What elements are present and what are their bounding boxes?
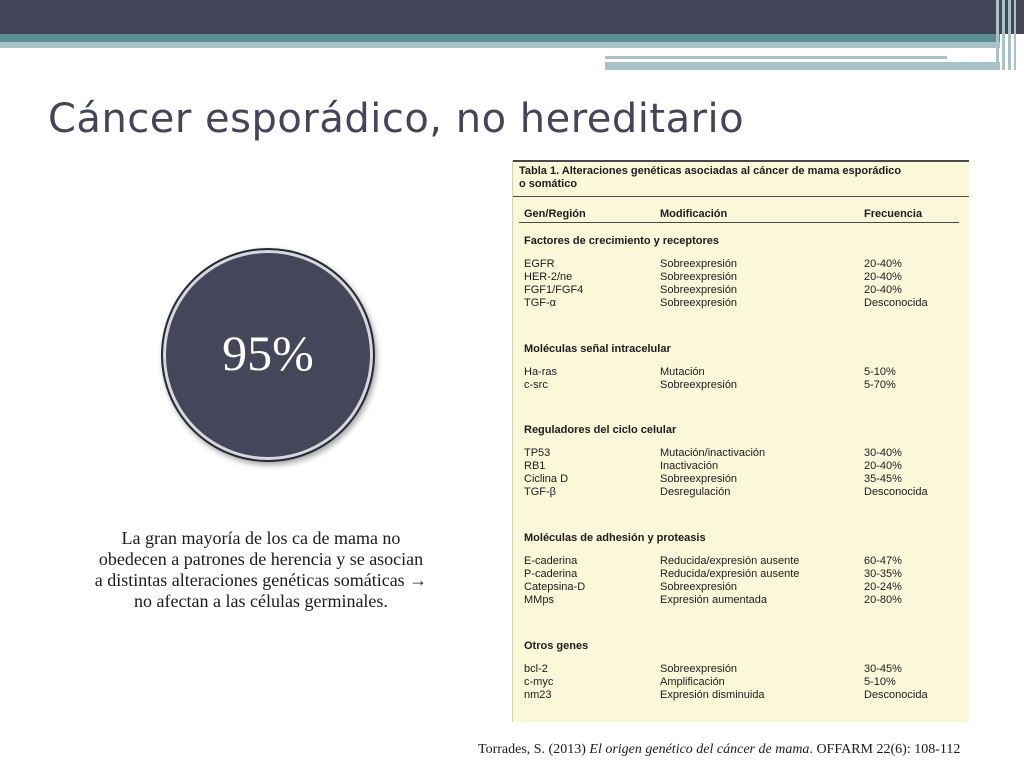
header-stripe-light xyxy=(0,42,1000,48)
table-title-line: o somático xyxy=(519,178,578,190)
header-gene: Gen/Región xyxy=(524,208,586,220)
caption-line: La gran mayoría de los ca de mama no xyxy=(121,528,401,548)
frequency-cell: Desconocida xyxy=(864,689,928,701)
modification-cell: Sobreexpresión xyxy=(660,258,738,270)
modification-cell: Inactivación xyxy=(660,460,719,472)
modification-cell: Mutación xyxy=(660,366,705,378)
header-frequency: Frecuencia xyxy=(864,208,923,220)
table-row xyxy=(513,473,969,487)
frequency-cell: Desconocida xyxy=(864,297,928,309)
gene-cell: bcl-2 xyxy=(524,663,548,675)
genetic-alterations-table xyxy=(512,160,969,722)
header-bar xyxy=(0,0,1024,34)
caption-line: a distintas alteraciones genéticas somáticas → xyxy=(94,570,428,590)
section-heading: Reguladores del ciclo celular xyxy=(524,424,677,436)
modification-cell: Expresión disminuida xyxy=(660,689,765,701)
frequency-cell: Desconocida xyxy=(864,486,928,498)
percentage-circle xyxy=(161,248,375,462)
modification-cell: Sobreexpresión xyxy=(660,581,738,593)
table-row xyxy=(513,568,969,582)
gene-cell: Catepsina-D xyxy=(524,581,586,593)
modification-cell: Sobreexpresión xyxy=(660,663,738,675)
modification-cell: Mutación/inactivación xyxy=(660,447,766,459)
table-rule xyxy=(513,196,969,197)
gene-cell: FGF1/FGF4 xyxy=(524,284,584,296)
accent-line xyxy=(605,62,1000,70)
frequency-cell: 20-40% xyxy=(864,284,902,296)
gene-cell: P-caderina xyxy=(524,568,578,580)
modification-cell: Reducida/expresión ausente xyxy=(660,555,800,567)
reference-title: El origen genético del cáncer de mama xyxy=(589,742,810,757)
frequency-cell: 20-40% xyxy=(864,460,902,472)
table-row xyxy=(513,379,969,393)
section-heading: Factores de crecimiento y receptores xyxy=(524,235,720,247)
frequency-cell: 35-45% xyxy=(864,473,902,485)
table-rule xyxy=(519,222,959,223)
section-heading: Moléculas señal intracelular xyxy=(524,343,671,355)
table-row xyxy=(513,258,969,272)
gene-cell: TGF-β xyxy=(524,486,556,498)
accent-line xyxy=(605,56,947,59)
gene-cell: E-caderina xyxy=(524,555,578,567)
table-title-line: Tabla 1. Alteraciones genéticas asociadas al cáncer de mama esporádico xyxy=(519,165,902,177)
frequency-cell: 30-45% xyxy=(864,663,902,675)
frequency-cell: 20-80% xyxy=(864,594,902,606)
table-row xyxy=(513,555,969,569)
table-row xyxy=(513,676,969,690)
modification-cell: Desregulación xyxy=(660,486,731,498)
section-heading: Otros genes xyxy=(524,640,589,652)
section-heading: Moléculas de adhesión y proteasis xyxy=(524,532,706,544)
modification-cell: Expresión aumentada xyxy=(660,594,768,606)
frequency-cell: 60-47% xyxy=(864,555,902,567)
table-rule xyxy=(513,160,969,162)
header-modification: Modificación xyxy=(660,208,728,220)
modification-cell: Sobreexpresión xyxy=(660,271,738,283)
gene-cell: EGFR xyxy=(524,258,555,270)
table-row xyxy=(513,663,969,677)
reference-source: . OFFARM 22(6): 108-112 xyxy=(809,742,961,757)
frequency-cell: 30-35% xyxy=(864,568,902,580)
gene-cell: Ciclina D xyxy=(524,473,569,485)
modification-cell: Sobreexpresión xyxy=(660,284,738,296)
gene-cell: nm23 xyxy=(524,689,552,701)
reference-author: Torrades, S. (2013) xyxy=(478,742,590,757)
modification-cell: Reducida/expresión ausente xyxy=(660,568,800,580)
table-row xyxy=(513,460,969,474)
percentage-value: 95% xyxy=(222,325,314,381)
frequency-cell: 30-40% xyxy=(864,447,902,459)
caption-text xyxy=(72,528,450,612)
table-row xyxy=(513,284,969,298)
gene-cell: HER-2/ne xyxy=(524,271,573,283)
slide-title: Cáncer esporádico, no hereditario xyxy=(48,96,745,142)
modification-cell: Sobreexpresión xyxy=(660,379,738,391)
gene-cell: c-myc xyxy=(524,676,554,688)
gene-cell: RB1 xyxy=(524,460,546,472)
frequency-cell: 5-70% xyxy=(864,379,896,391)
table-row xyxy=(513,689,969,703)
gene-cell: TP53 xyxy=(524,447,551,459)
modification-cell: Sobreexpresión xyxy=(660,473,738,485)
caption-line: obedecen a patrones de herencia y se asocian xyxy=(98,549,424,569)
modification-cell: Amplificación xyxy=(660,676,725,688)
caption-line: no afectan a las células germinales. xyxy=(134,591,388,611)
table-row xyxy=(513,581,969,595)
frequency-cell: 20-24% xyxy=(864,581,902,593)
gene-cell: MMps xyxy=(524,594,554,606)
table-row xyxy=(513,447,969,461)
table-row xyxy=(513,366,969,380)
gene-cell: c-src xyxy=(524,379,548,391)
frequency-cell: 5-10% xyxy=(864,366,896,378)
frequency-cell: 20-40% xyxy=(864,271,902,283)
header-stripe xyxy=(0,34,1000,42)
table-title xyxy=(519,165,959,191)
table-row xyxy=(513,297,969,311)
modification-cell: Sobreexpresión xyxy=(660,297,738,309)
frequency-cell: 20-40% xyxy=(864,258,902,270)
table-row xyxy=(513,486,969,500)
reference-citation xyxy=(478,742,960,758)
table-row xyxy=(513,271,969,285)
frequency-cell: 5-10% xyxy=(864,676,896,688)
gene-cell: TGF-α xyxy=(524,297,557,309)
table-row xyxy=(513,594,969,608)
gene-cell: Ha-ras xyxy=(524,366,558,378)
corner-decoration xyxy=(994,0,1024,70)
